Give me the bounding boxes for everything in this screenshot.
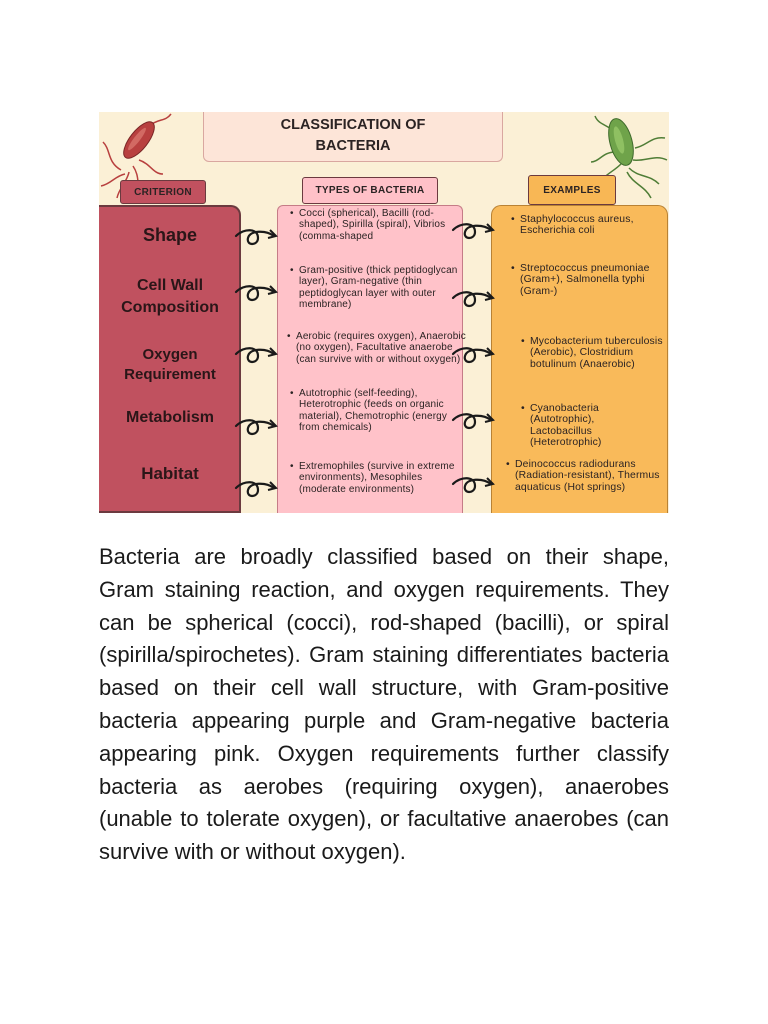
connector-arrows (99, 112, 669, 513)
examples-metabolism: • Cyanobacteria (Autotrophic), Lactobacillus (Heterotrophic) (530, 403, 640, 449)
criterion-header: CRITERION (120, 180, 206, 204)
examples-habitat: • Deinococcus radiodurans (Radiation-resistant), Thermus aquaticus (Hot springs) (515, 459, 663, 493)
arrow-icon (453, 292, 493, 306)
criterion-oxygen-line-1: Oxygen (142, 346, 198, 363)
arrow-icon (236, 348, 276, 362)
types-metabolism: • Autotrophic (self-feeding), Heterotrophic (feeds on organic material), Chemotrophic (energy from chemicals) (299, 388, 461, 434)
types-shape: • Cocci (spherical), Bacilli (rod-shaped), Spirilla (spiral), Vibrios (comma-shaped (299, 208, 461, 242)
arrow-icon (236, 286, 276, 300)
examples-header: EXAMPLES (528, 175, 616, 205)
types-header: TYPES OF BACTERIA (302, 177, 438, 204)
arrow-icon (453, 348, 493, 362)
criterion-oxygen-line-2: Requirement (124, 366, 216, 383)
title-line-2: BACTERIA (315, 138, 391, 154)
criterion-metabolism: Metabolism (125, 409, 214, 426)
body-paragraph: Bacteria are broadly classified based on their shape, Gram staining reaction, and oxygen requirements. They can be spherical (cocci), rod-shaped (bacilli), or spiral (spirilla/spirochetes). Gram staining differentiates bacteria based on their cell wall structure, with Gram-positive bacteria appearing purple and Gram-negative bacteria appearing pink. Oxygen requirements further classify bacteria as aerobes (requiring oxygen), anaerobes (unable to tolerate oxygen), or facultative anaerobes (can survive with or without oxygen). (99, 544, 669, 865)
arrow-icon (236, 482, 276, 496)
criterion-shape: Shape (142, 225, 198, 245)
criterion-cell-wall-line-1: Cell Wall (136, 277, 204, 294)
examples-oxygen: • Mycobacterium tuberculosis (Aerobic), Clostridium botulinum (Anaerobic) (530, 336, 664, 370)
criterion-cell-wall-line-2: Composition (121, 299, 219, 316)
arrow-icon (453, 224, 493, 238)
arrow-icon (453, 414, 493, 428)
types-cell-wall: • Gram-positive (thick peptidoglycan layer), Gram-negative (thin peptidoglycan layer with outer membrane) (299, 265, 461, 311)
title-line-1: CLASSIFICATION OF (280, 117, 426, 133)
examples-cell-wall: • Streptococcus pneumoniae (Gram+), Salmonella typhi (Gram-) (520, 263, 660, 297)
types-oxygen: • Aerobic (requires oxygen), Anaerobic (no oxygen), Facultative anaerobe (can survive with or without oxygen) (296, 331, 466, 365)
classification-infographic (99, 112, 669, 513)
arrow-icon (236, 230, 276, 244)
examples-shape: • Staphylococcus aureus, Escherichia coli (520, 214, 650, 237)
types-habitat: • Extremophiles (survive in extreme environments), Mesophiles (moderate environments) (299, 461, 461, 495)
arrow-icon (236, 420, 276, 434)
criterion-habitat: Habitat (141, 464, 199, 483)
arrow-icon (453, 478, 493, 492)
